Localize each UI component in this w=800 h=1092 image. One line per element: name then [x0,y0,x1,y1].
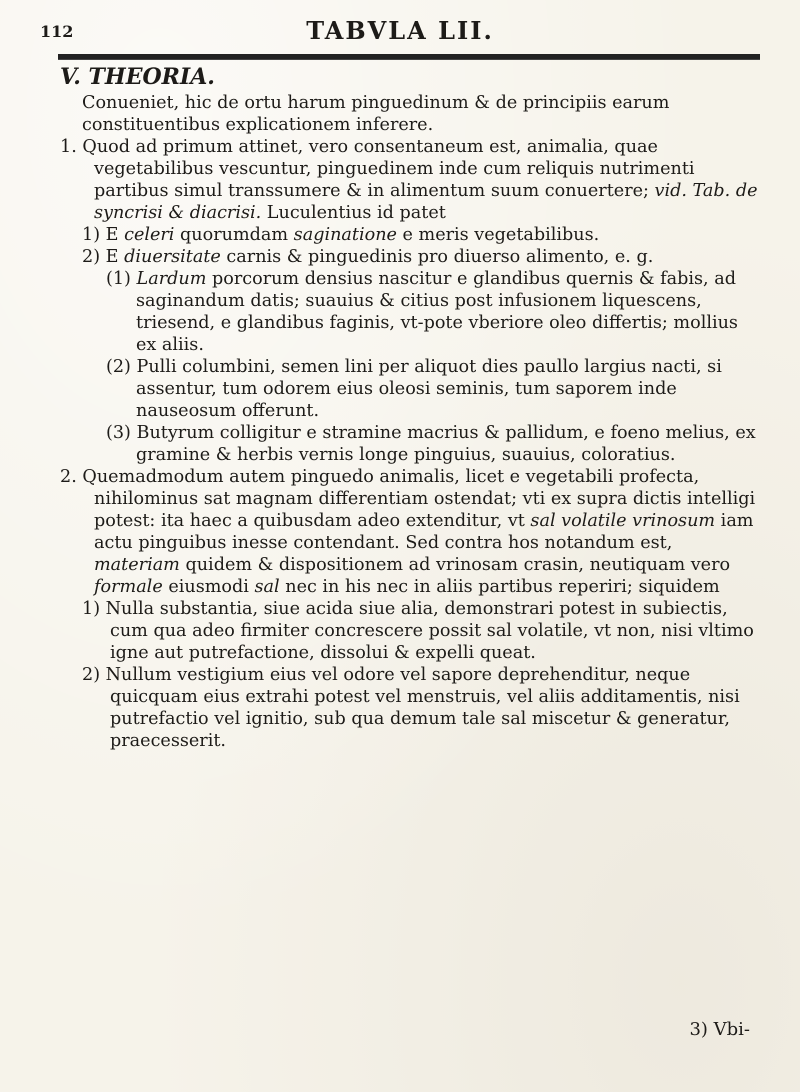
list-item-2-text-end: carnis & pinguedinis pro diuerso alimento, e. g. [220,247,654,267]
list-item-3-text: Nulla substantia, siue acida siue alia, demonstrari potest in subiectis, cum qua adeo firmiter concrescere possit sal volatile, vt non, nisi vltimo igne aut putrefactione, dissolui & expelli queat. [105,599,754,663]
sub-item-3 [106,422,760,466]
intro-text: Conueniet, hic de ortu harum pinguedinum & de principiis earum constituentibus explicationem inferere. [82,93,670,135]
catchword: 3) Vbi- [689,1019,750,1040]
paragraph-2-emphasis-1: sal volatile vrinosum [530,511,716,531]
list-item-1-emphasis: celeri [124,225,175,245]
list-item-1-text: E [105,225,125,245]
paragraph-2-emphasis-4: sal [254,577,280,597]
paragraph-1-number: 1. [60,137,77,157]
paragraph-2-number: 2. [60,467,77,487]
paragraph-1-text: Quod ad primum attinet, vero consentaneum est, animalia, quae vegetabilibus vescuntur, pinguedinem inde cum reliquis nutrimenti partibus simul transsumere & in alimentum suum conuertere; [82,137,695,201]
paragraph-2-emphasis-2: materiam [94,555,180,575]
paragraph-2-text: Quemadmodum autem pinguedo animalis, licet e vegetabili profecta, nihilominus sat magnam differentiam ostendat; vti ex supra dictis intelligi potest: ita haec a quibusdam adeo extenditur, vt [82,467,756,531]
running-head: TABVLA LII. [306,16,494,45]
page-header [40,14,760,44]
header-rule [58,54,760,60]
list-item-3 [82,598,760,664]
paragraph-1 [60,136,760,224]
sub-item-1-number: (1) [106,269,131,289]
paragraph-1-text-end: Luculentius id patet [261,203,446,223]
list-item-2-text: E [105,247,125,267]
sub-item-3-number: (3) [106,423,131,443]
section-title: V. THEORIA. [60,64,215,90]
sub-item-2-number: (2) [106,357,131,377]
sub-item-2 [106,356,760,422]
sub-item-1 [106,268,760,356]
paragraph-2-text-3: quidem & dispositionem ad vrinosam crasin, neutiquam vero [179,555,731,575]
paragraph-2-text-2: iam actu pinguibus inesse contendant. Sed contra hos notandum est, [94,511,754,553]
page-number: 112 [40,22,74,41]
paragraph-2-emphasis-3: formale [94,577,163,597]
paragraph-2-text-5: nec in his nec in aliis partibus reperiri; siquidem [279,577,720,597]
list-item-4-text: Nullum vestigium eius vel odore vel sapore deprehenditur, neque quicquam eius extrahi potest vel menstruis, vel aliis additamentis, nisi putrefactio vel ignitio, sub qua demum tale sal miscetur & generatur, praecesserit. [105,665,740,751]
sub-item-2-text: Pulli columbini, semen lini per aliquot dies paullo largius nacti, si assentur, tum odorem eius oleosi seminis, tum saporem inde nauseosum offerunt. [136,357,722,421]
paragraph-1-reference: vid. Tab. de syncrisi & diacrisi. [94,181,758,223]
intro-paragraph [60,92,760,136]
sub-item-3-text: Butyrum colligitur e stramine macrius & pallidum, e foeno melius, ex gramine & herbis vernis longe pinguius, suauius, coloratius. [136,423,756,465]
list-item-1 [82,224,760,246]
list-item-1-emphasis-2: saginatione [293,225,397,245]
body-text [60,92,760,752]
sub-item-1-emphasis: Lardum [136,269,207,289]
list-item-2-emphasis: diuersitate [124,247,221,267]
sub-item-1-text: porcorum densius nascitur e glandibus quernis & fabis, ad saginandum datis; suauius & citius post infusionem liquescens, triesend, e glandibus faginis, vt-pote vberiore oleo differtis; mollius ex aliis. [136,269,738,355]
list-item-4 [82,664,760,752]
list-item-1-number: 1) [82,225,101,245]
list-item-2-number: 2) [82,247,101,267]
list-item-1-text-mid: quorumdam [174,225,294,245]
list-item-4-number: 2) [82,665,101,685]
list-item-3-number: 1) [82,599,101,619]
list-item-1-text-end: e meris vegetabilibus. [396,225,600,245]
list-item-2 [82,246,760,268]
paragraph-2 [60,466,760,598]
paragraph-2-text-4: eiusmodi [162,577,255,597]
